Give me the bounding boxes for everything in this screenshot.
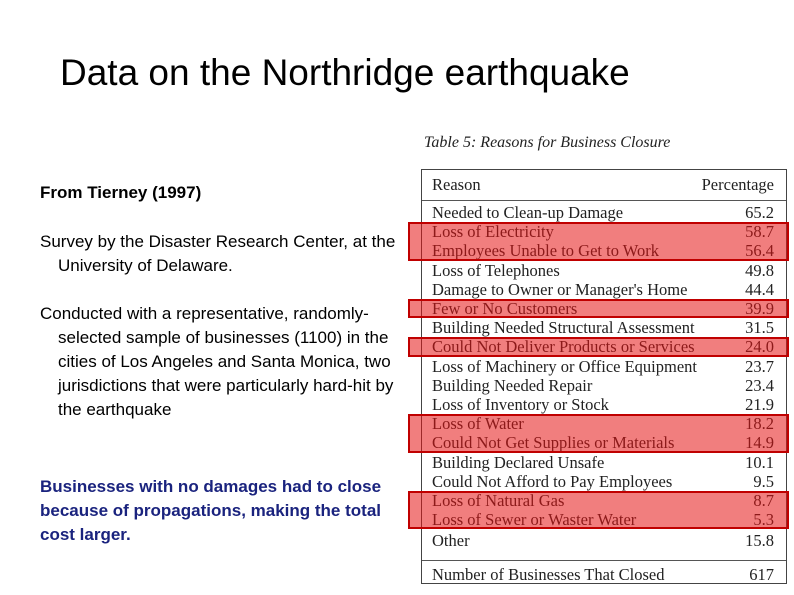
table-row xyxy=(422,357,786,376)
row-reason: Building Declared Unsafe xyxy=(432,452,605,472)
row-reason: Needed to Clean-up Damage xyxy=(432,203,624,222)
row-percentage: 49.8 xyxy=(745,260,774,280)
table-footer-row xyxy=(422,565,786,584)
highlight-box xyxy=(408,414,789,452)
survey-paragraph xyxy=(40,230,400,278)
row-percentage: 44.4 xyxy=(745,279,774,299)
table-header-row xyxy=(422,175,786,194)
table-row xyxy=(422,531,786,550)
row-percentage: 23.4 xyxy=(745,375,774,395)
row-percentage: 9.5 xyxy=(753,471,774,491)
survey-text: Survey by the Disaster Research Center, at the University of Delaware. xyxy=(40,232,396,275)
row-reason: Loss of Inventory or Stock xyxy=(432,395,609,414)
row-percentage: 10.1 xyxy=(745,452,774,472)
table-row xyxy=(422,318,786,337)
table-row xyxy=(422,280,786,299)
table-row xyxy=(422,453,786,472)
header-percentage: Percentage xyxy=(701,175,774,194)
row-reason: Building Needed Structural Assessment xyxy=(432,318,695,338)
conclusion-note: Businesses with no damages had to close because of propagations, making the total cost larger. xyxy=(40,477,382,544)
row-reason: Building Needed Repair xyxy=(432,375,593,395)
source-citation: From Tierney (1997) xyxy=(40,183,202,202)
row-percentage: 15.8 xyxy=(745,531,774,551)
row-percentage: 65.2 xyxy=(745,203,774,222)
table-row xyxy=(422,395,786,414)
header-reason: Reason xyxy=(432,175,481,194)
table-row xyxy=(422,261,786,280)
table-row xyxy=(422,203,786,222)
slide-title: Data on the Northridge earthquake xyxy=(60,52,630,93)
table-row xyxy=(422,472,786,491)
row-reason: Could Not Afford to Pay Employees xyxy=(432,471,673,491)
footer-label: Number of Businesses That Closed xyxy=(432,565,665,584)
row-reason: Loss of Machinery or Office Equipment xyxy=(432,356,697,376)
row-reason: Other xyxy=(432,531,470,551)
row-percentage: 21.9 xyxy=(745,395,774,414)
footer-value: 617 xyxy=(749,565,774,584)
row-reason: Damage to Owner or Manager's Home xyxy=(432,279,688,299)
table-row xyxy=(422,376,786,395)
highlight-box xyxy=(408,222,789,260)
highlight-box xyxy=(408,337,789,356)
highlight-box xyxy=(408,299,789,318)
row-reason: Loss of Telephones xyxy=(432,260,560,280)
sample-paragraph xyxy=(40,302,400,422)
row-percentage: 31.5 xyxy=(745,318,774,338)
row-percentage: 23.7 xyxy=(745,356,774,376)
footer-divider xyxy=(422,560,786,561)
table-caption: Table 5: Reasons for Business Closure xyxy=(424,134,671,151)
highlight-box xyxy=(408,491,789,529)
sample-text: Conducted with a representative, randomly-selected sample of businesses (1100) in the cities of Los Angeles and Santa Monica, two jurisdictions that were particularly hard-hit by the earthquake xyxy=(40,304,394,419)
header-divider xyxy=(422,200,786,201)
